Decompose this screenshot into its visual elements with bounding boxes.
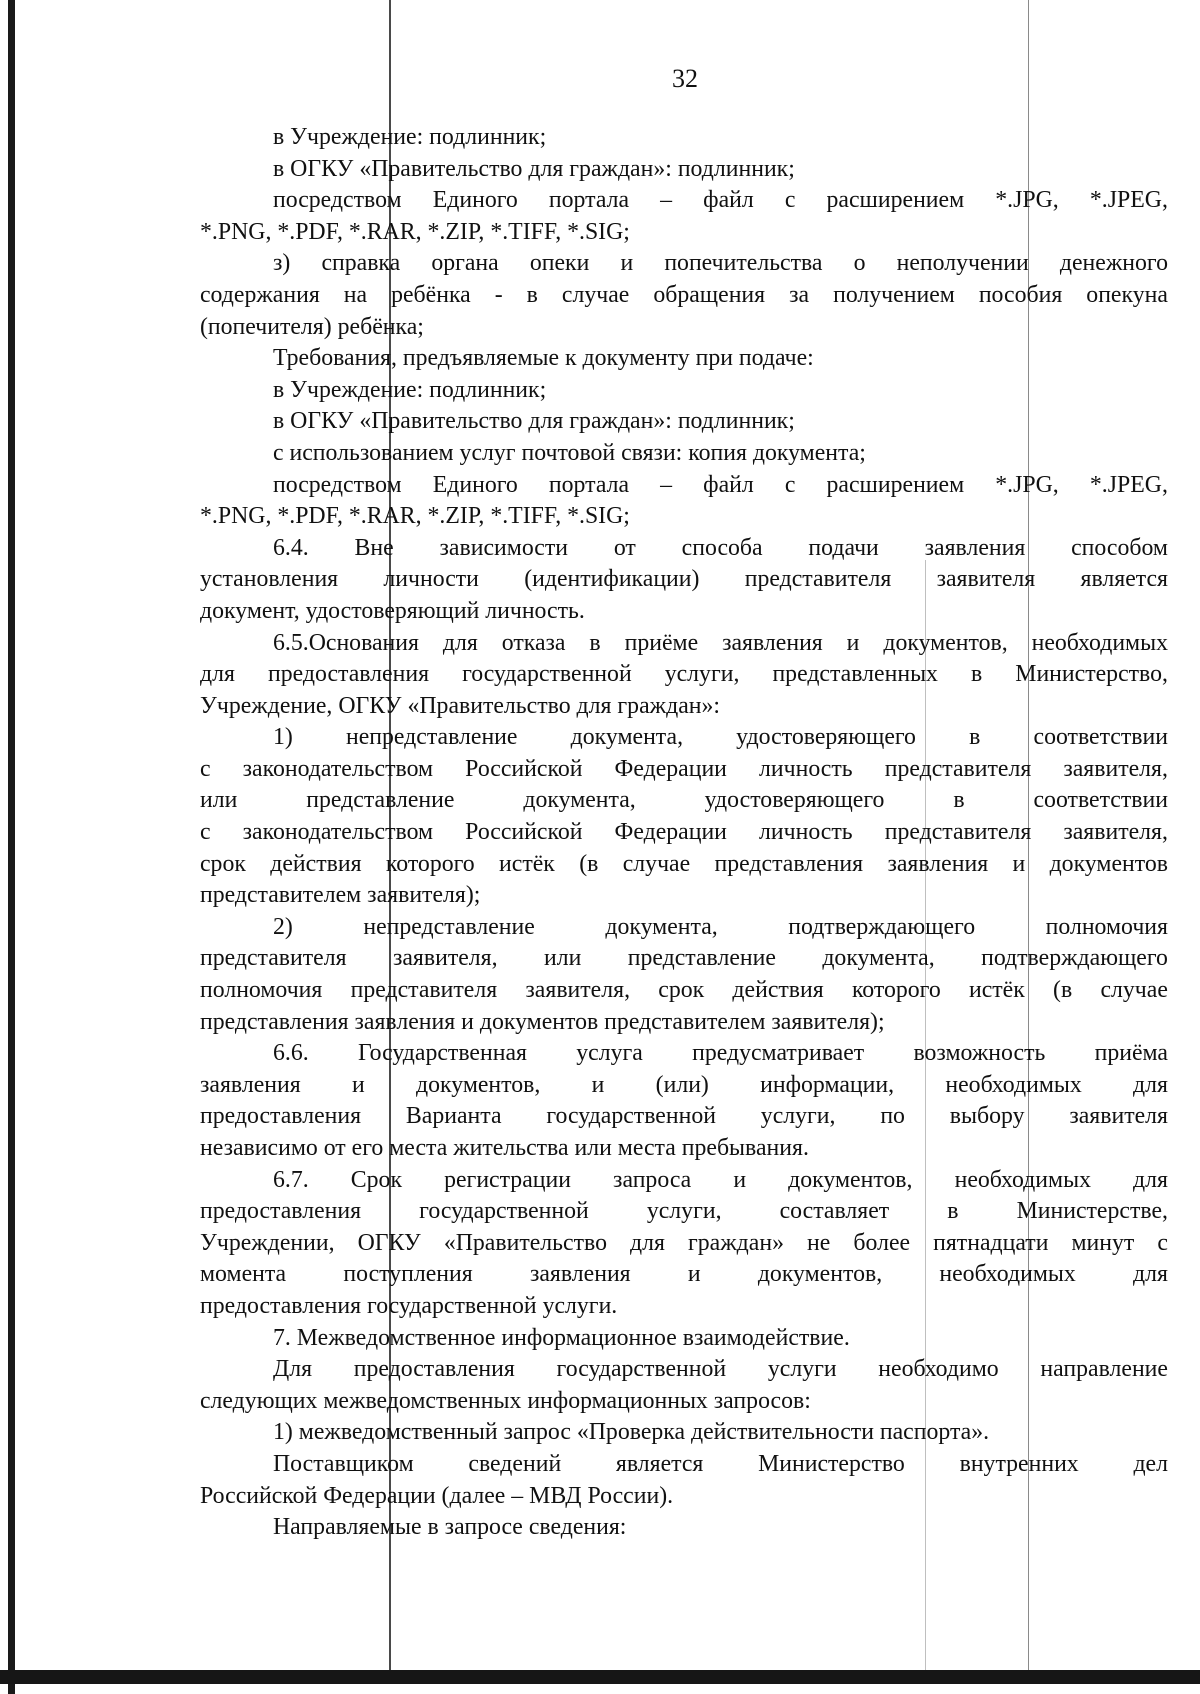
word: 6.7.	[273, 1166, 309, 1193]
word: Министерство,	[1015, 661, 1168, 688]
word: для	[442, 629, 478, 656]
word: запроса	[613, 1166, 692, 1193]
word: которого	[851, 977, 941, 1004]
word: *.JPG,	[995, 471, 1059, 498]
word: с	[784, 187, 796, 214]
word: составляет	[779, 1198, 890, 1225]
word: от	[613, 534, 636, 561]
word: и	[351, 1071, 365, 1098]
word: документов,	[416, 1071, 541, 1098]
word: отказа	[501, 629, 566, 656]
word: для	[200, 661, 235, 688]
word: заявителя,	[525, 977, 631, 1004]
word: необходимо	[878, 1356, 999, 1383]
word: (или)	[655, 1071, 709, 1098]
word: (идентификации)	[524, 566, 700, 593]
word: по	[880, 1103, 905, 1130]
word: заявителя,	[1063, 755, 1168, 782]
text-line: с использованием услуг почтовой связи: копия документа;	[273, 439, 866, 466]
word: документа,	[605, 913, 718, 940]
word: содержания	[200, 281, 320, 308]
word: Поставщиком	[273, 1450, 414, 1477]
word: минут	[1071, 1229, 1135, 1256]
word: расширением	[826, 471, 965, 498]
word: предоставления	[353, 1356, 515, 1383]
text-line	[200, 1101, 1168, 1133]
text-line: *.PNG, *.PDF, *.RAR, *.ZIP, *.TIFF, *.SIG;	[200, 503, 630, 530]
word: документов,	[788, 1166, 913, 1193]
word: в	[969, 724, 981, 751]
word: посредством	[273, 187, 402, 214]
document-body	[200, 122, 1168, 1544]
word: личность	[759, 755, 853, 782]
word: Единого	[432, 187, 518, 214]
text-line	[200, 280, 1168, 312]
word: документов,	[757, 1261, 883, 1288]
word: попечительства	[664, 250, 823, 277]
word: удостоверяющего	[704, 787, 885, 814]
word: портала	[548, 187, 630, 214]
word: не	[807, 1229, 831, 1256]
word: выбору	[949, 1103, 1025, 1130]
word: действия	[270, 850, 362, 877]
word: услуга	[576, 1040, 643, 1067]
text-line	[200, 1070, 1168, 1102]
word: истёк	[499, 850, 555, 877]
word: которого	[385, 850, 475, 877]
word: заявителя	[936, 566, 1036, 593]
text-line	[200, 1449, 1168, 1481]
text-line	[200, 1228, 1168, 1260]
word: представления	[714, 850, 864, 877]
word: соответствии	[1033, 787, 1168, 814]
text-line: в Учреждение: подлинник;	[273, 124, 547, 150]
word: и	[620, 250, 634, 277]
word: и	[1012, 850, 1026, 877]
word: представителя	[350, 977, 498, 1004]
word: поступления	[343, 1261, 473, 1288]
text-line: Направляемые в запросе сведения:	[273, 1514, 627, 1541]
word: для	[1132, 1261, 1168, 1288]
word: о	[853, 250, 866, 277]
word: государственной	[556, 1356, 727, 1383]
word: законодательством	[242, 755, 434, 782]
word: соответствии	[1033, 724, 1168, 751]
word: –	[660, 187, 673, 214]
word: истёк	[968, 977, 1025, 1004]
word: подтверждающего	[788, 913, 976, 940]
text-line	[200, 849, 1168, 881]
word: в	[971, 661, 983, 688]
word: на	[343, 281, 368, 308]
word: с	[200, 755, 211, 782]
word: является	[1080, 566, 1168, 593]
word: Министерстве,	[1016, 1198, 1168, 1225]
text-line	[200, 1196, 1168, 1228]
word: опекуна	[1086, 281, 1168, 308]
text-line	[200, 1259, 1168, 1291]
word: заявителя	[1069, 1103, 1168, 1130]
text-line	[200, 754, 1168, 786]
text-line	[200, 248, 1168, 280]
word: представление	[306, 787, 455, 814]
word: расширением	[826, 187, 965, 214]
word: информации,	[760, 1071, 895, 1098]
text-line: документ, удостоверяющий личность.	[200, 597, 585, 624]
word: момента	[200, 1261, 287, 1288]
word: случае	[1100, 977, 1168, 1004]
word: обращения	[653, 281, 766, 308]
word: (в	[579, 850, 599, 877]
word: представителя	[884, 755, 1032, 782]
word: документов,	[883, 629, 1008, 656]
word: Российской	[465, 755, 583, 782]
word: граждан»	[688, 1229, 784, 1256]
word: заявления	[924, 534, 1026, 561]
text-line: в Учреждение: подлинник;	[273, 376, 547, 403]
word: Министерство	[758, 1450, 905, 1477]
word: для	[1133, 1166, 1168, 1193]
word: документа,	[570, 724, 684, 751]
text-line	[200, 975, 1168, 1007]
word: Федерации	[614, 755, 727, 782]
word: предусматривает	[692, 1040, 865, 1067]
word: *.JPEG,	[1089, 471, 1168, 498]
word: сведений	[468, 1450, 562, 1477]
word: с	[200, 819, 211, 846]
word: ребёнка	[391, 281, 471, 308]
word: дел	[1133, 1450, 1168, 1477]
word: заявления	[887, 850, 989, 877]
page-number: 32	[672, 64, 698, 93]
word: в	[953, 787, 965, 814]
word: необходимых	[939, 1261, 1076, 1288]
word: (в	[1053, 977, 1073, 1004]
word: срок	[200, 850, 246, 877]
word: и	[733, 1166, 747, 1193]
word: документа,	[822, 945, 935, 972]
word: и	[591, 1071, 605, 1098]
word: 6.5.Основания	[273, 629, 419, 656]
text-line: представления заявления и документов представителем заявителя);	[200, 1008, 885, 1035]
word: представленных	[772, 661, 938, 688]
text-line	[200, 817, 1168, 849]
word: Срок	[350, 1166, 403, 1193]
word: Для	[273, 1356, 313, 1383]
word: представление	[627, 945, 776, 972]
word: личность	[759, 819, 853, 846]
word: з)	[273, 250, 291, 277]
word: государственной	[419, 1198, 589, 1225]
word: с	[1157, 1229, 1168, 1256]
word: представителя	[744, 566, 892, 593]
word: файл	[703, 471, 754, 498]
word: пятнадцати	[933, 1229, 1049, 1256]
word: Российской	[465, 819, 583, 846]
text-line	[200, 1354, 1168, 1386]
word: более	[853, 1229, 911, 1256]
word: направление	[1040, 1356, 1168, 1383]
word: заявления	[200, 1071, 301, 1098]
word: посредством	[273, 471, 402, 498]
word: личности	[383, 566, 479, 593]
word: денежного	[1059, 250, 1168, 277]
text-line	[200, 912, 1168, 944]
word: услуги	[767, 1356, 837, 1383]
word: непредставление	[345, 724, 518, 751]
word: Федерации	[614, 819, 727, 846]
text-line	[200, 1165, 1168, 1197]
word: представителя	[884, 819, 1032, 846]
text-line: представителем заявителя);	[200, 882, 481, 909]
word: предоставления	[200, 1198, 362, 1225]
word: необходимых	[1031, 629, 1168, 656]
word: удостоверяющего	[736, 724, 916, 751]
word: за	[789, 281, 810, 308]
text-line: предоставления государственной услуги.	[200, 1292, 618, 1319]
text-line	[200, 943, 1168, 975]
word: зависимости	[439, 534, 569, 561]
word: –	[660, 471, 673, 498]
word: и	[687, 1261, 701, 1288]
word: полномочия	[200, 977, 323, 1004]
word: представителя	[200, 945, 347, 972]
word: предоставления	[200, 1103, 362, 1130]
word: случае	[622, 850, 691, 877]
word: получением	[833, 281, 955, 308]
word: заявителя,	[1063, 819, 1168, 846]
text-line: Российской Федерации (далее – МВД России).	[200, 1482, 674, 1509]
word: приёме	[624, 629, 699, 656]
word: файл	[703, 187, 754, 214]
word: полномочия	[1045, 913, 1168, 940]
word: органа	[431, 250, 499, 277]
text-line: следующих межведомственных информационных запросов:	[200, 1387, 811, 1414]
word: подтверждающего	[981, 945, 1168, 972]
word: Учреждении,	[200, 1229, 335, 1256]
word: 6.6.	[273, 1040, 309, 1067]
word: Вне	[354, 534, 394, 561]
word: приёма	[1094, 1040, 1168, 1067]
text-line: в ОГКУ «Правительство для граждан»: подлинник;	[273, 408, 795, 435]
word: регистрации	[444, 1166, 571, 1193]
word: в	[947, 1198, 959, 1225]
scan-edge-left	[8, 0, 15, 1694]
word: заявления	[529, 1261, 631, 1288]
text-line: Учреждение, ОГКУ «Правительство для граждан»:	[200, 692, 720, 719]
text-line	[200, 470, 1168, 502]
word: способа	[681, 534, 763, 561]
text-line	[200, 564, 1168, 596]
word: или	[200, 787, 238, 814]
word: установления	[200, 566, 339, 593]
word: подачи	[808, 534, 879, 561]
text-line	[200, 659, 1168, 691]
word: срок	[658, 977, 705, 1004]
word: документов	[1049, 850, 1168, 877]
word: или	[543, 945, 582, 972]
word: заявителя,	[392, 945, 498, 972]
text-line	[200, 785, 1168, 817]
word: опеки	[529, 250, 590, 277]
text-line	[200, 722, 1168, 754]
word: случае	[561, 281, 630, 308]
word: в	[526, 281, 538, 308]
word: внутренних	[959, 1450, 1079, 1477]
word: 2)	[273, 913, 293, 940]
text-line	[200, 533, 1168, 565]
text-line	[200, 628, 1168, 660]
word: неполучении	[896, 250, 1029, 277]
word: Варианта	[405, 1103, 502, 1130]
word: для	[630, 1229, 665, 1256]
word: услуги,	[664, 661, 740, 688]
word: справка	[321, 250, 401, 277]
word: «Правительство	[443, 1229, 607, 1256]
text-line: (попечителя) ребёнка;	[200, 313, 424, 340]
word: действия	[732, 977, 824, 1004]
word: -	[494, 281, 503, 308]
word: портала	[548, 471, 630, 498]
text-line: 7. Межведомственное информационное взаимодействие.	[273, 1324, 850, 1351]
word: является	[615, 1450, 704, 1477]
text-line: 1) межведомственный запрос «Проверка действительности паспорта».	[273, 1419, 990, 1446]
word: 1)	[273, 724, 293, 751]
word: в	[589, 629, 601, 656]
word: для	[1133, 1071, 1168, 1098]
word: пособия	[978, 281, 1063, 308]
text-line: *.PNG, *.PDF, *.RAR, *.ZIP, *.TIFF, *.SIG;	[200, 218, 630, 245]
word: с	[784, 471, 796, 498]
word: предоставления	[267, 661, 430, 688]
word: и	[846, 629, 860, 656]
word: способом	[1071, 534, 1168, 561]
word: 6.4.	[273, 534, 309, 561]
word: необходимых	[954, 1166, 1091, 1193]
word: документа,	[523, 787, 636, 814]
text-line: Требования, предъявляемые к документу при подаче:	[273, 345, 814, 372]
word: необходимых	[945, 1071, 1082, 1098]
scan-edge-bottom	[0, 1670, 1200, 1684]
text-line	[200, 185, 1168, 217]
word: заявления	[722, 629, 823, 656]
text-line: независимо от его места жительства или места пребывания.	[200, 1135, 809, 1161]
word: законодательством	[242, 819, 434, 846]
word: услуги,	[760, 1103, 836, 1130]
word: *.JPG,	[995, 187, 1059, 214]
word: возможность	[913, 1040, 1046, 1067]
word: ОГКУ	[357, 1229, 421, 1256]
word: государственной	[546, 1103, 716, 1130]
word: государственной	[462, 661, 632, 688]
word: Государственная	[357, 1040, 527, 1067]
word: Единого	[432, 471, 518, 498]
word: услуги,	[646, 1198, 722, 1225]
word: *.JPEG,	[1089, 187, 1168, 214]
text-line	[200, 1038, 1168, 1070]
word: непредставление	[363, 913, 535, 940]
text-line: в ОГКУ «Правительство для граждан»: подлинник;	[273, 155, 795, 182]
